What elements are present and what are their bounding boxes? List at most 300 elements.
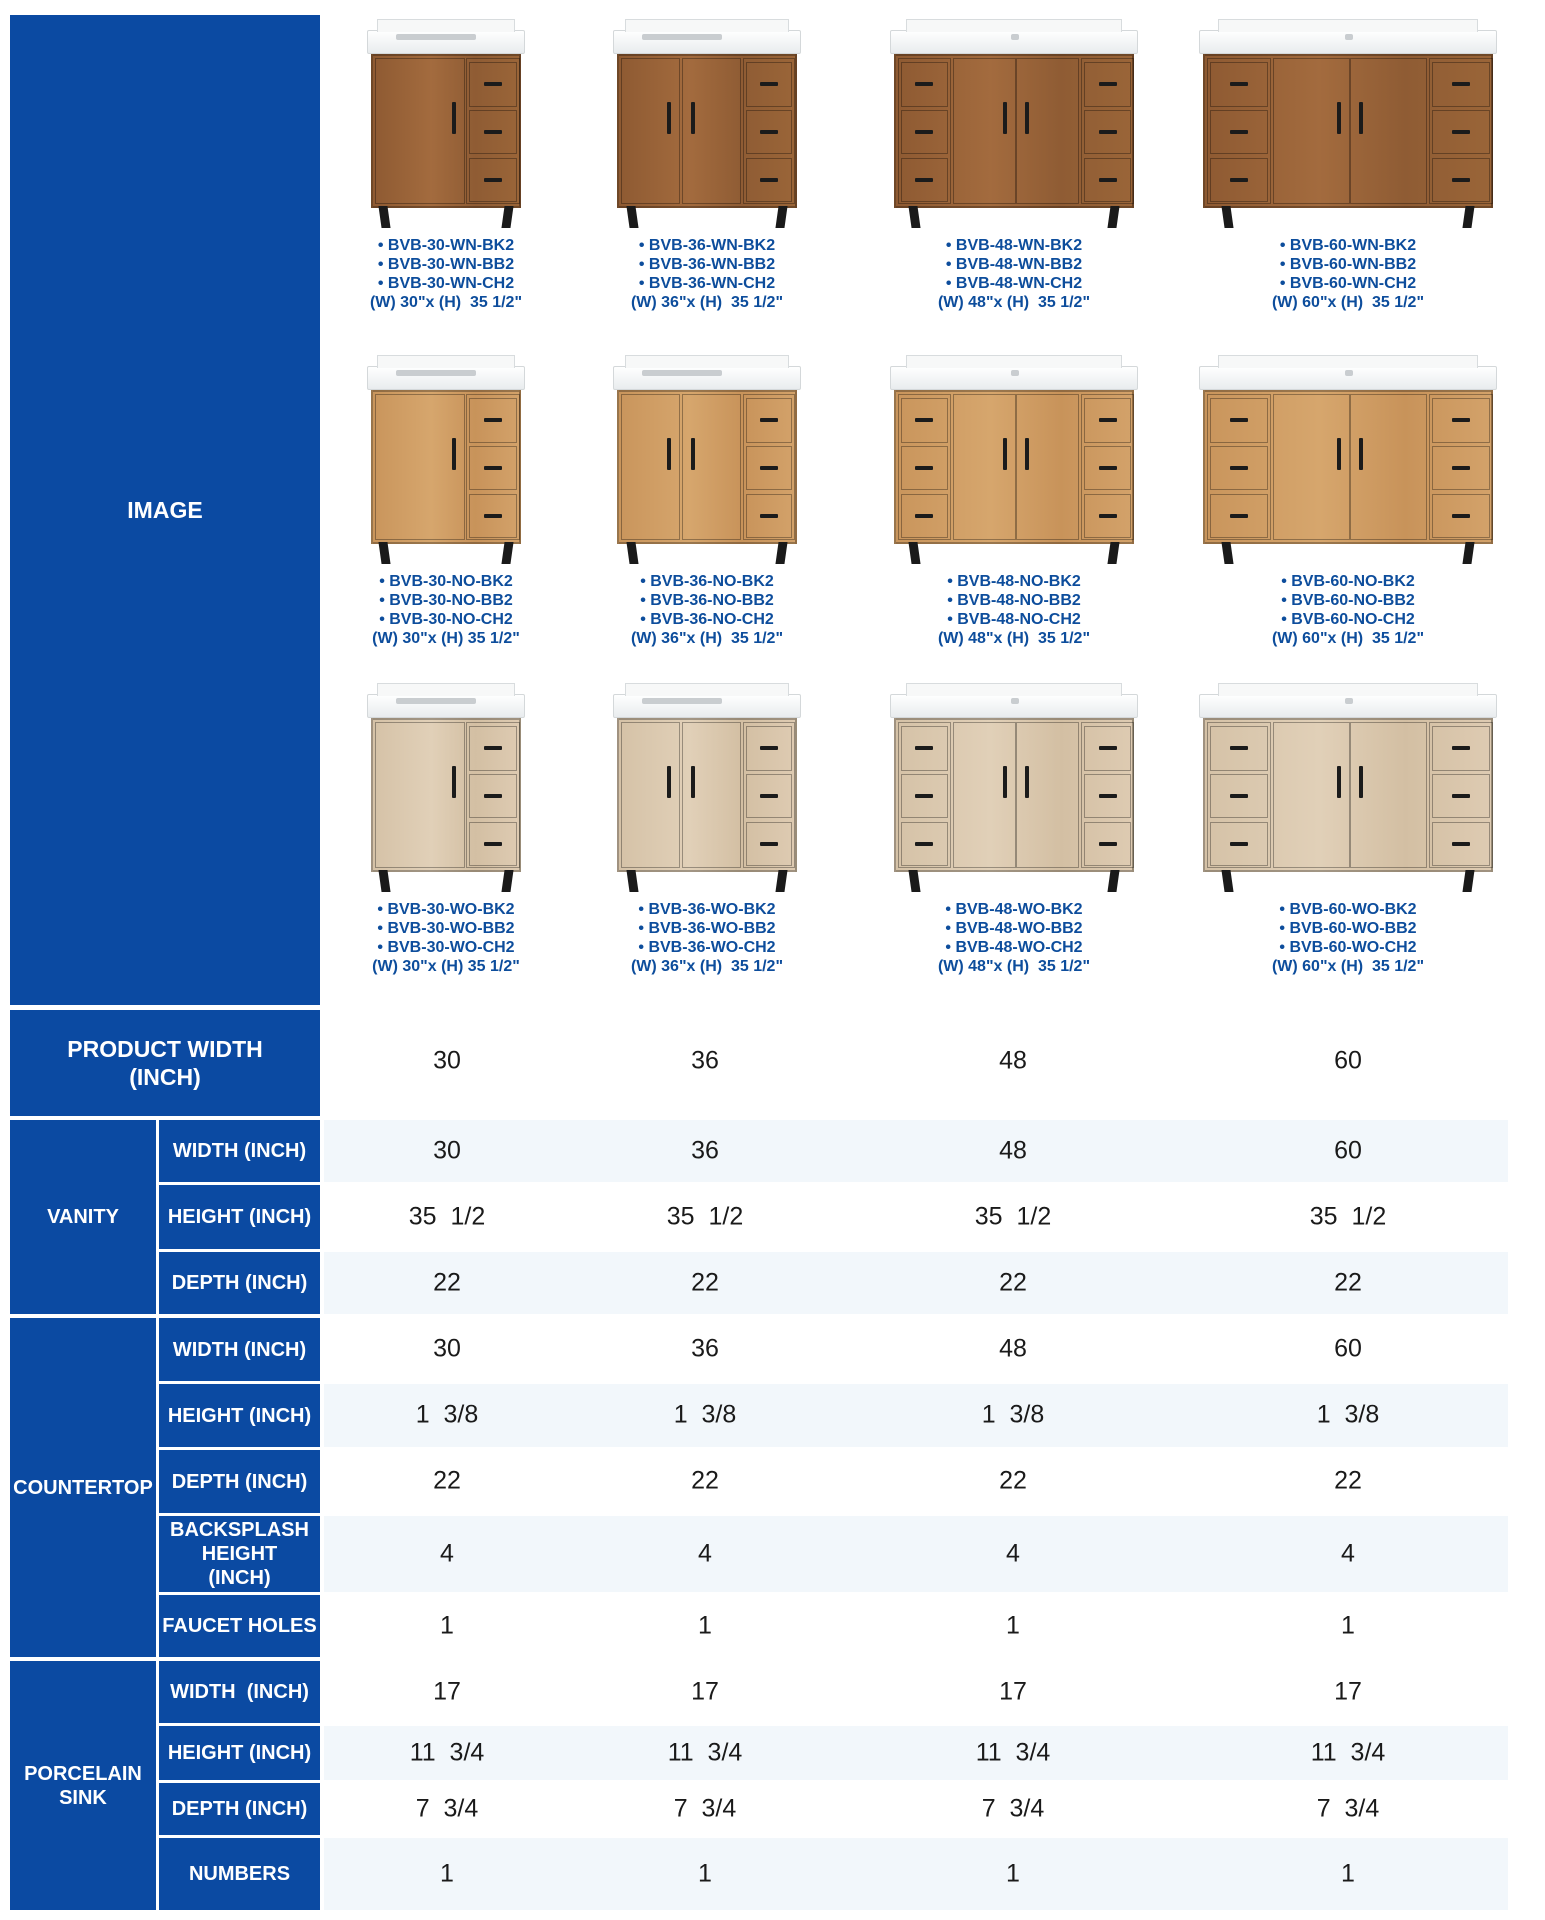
- sink-numbers-value: 1: [1341, 1859, 1355, 1888]
- door-handle-icon: [1003, 766, 1007, 798]
- cabinet-leg: [626, 206, 638, 228]
- drawer-pull-icon: [1099, 178, 1117, 182]
- door-handle-icon: [452, 102, 456, 134]
- cabinet-door: [1016, 394, 1079, 540]
- drawer-stack: [1429, 58, 1493, 204]
- product-code: • BVB-30-NO-BK2: [296, 572, 596, 591]
- drawer: [1432, 446, 1490, 491]
- sink-numbers-value: 1: [1006, 1859, 1020, 1888]
- countertop-width-header: [159, 1318, 320, 1381]
- product-code: • BVB-48-WN-BB2: [864, 255, 1164, 274]
- drawer: [901, 446, 948, 491]
- row-stripe: [324, 1252, 1508, 1314]
- cabinet-leg: [378, 542, 390, 564]
- drawer: [1084, 774, 1131, 819]
- drawer-pull-icon: [1230, 466, 1248, 470]
- product-dimensions: (W) 60"x (H) 35 1/2": [1271, 294, 1425, 311]
- vanity-image: [890, 366, 1138, 564]
- drawer-pull-icon: [1452, 82, 1470, 86]
- countertop-width-value: 36: [691, 1334, 719, 1363]
- drawer-pull-icon: [484, 746, 502, 750]
- drawer-stack: [466, 394, 520, 540]
- drawer-stack: [466, 58, 520, 204]
- product-codes: [296, 900, 596, 976]
- drawer: [901, 494, 948, 539]
- vanity-height-value: 35 1/2: [974, 1202, 1052, 1231]
- drawer-pull-icon: [915, 746, 933, 750]
- drawer-pull-icon: [1099, 82, 1117, 86]
- cabinet-door: [682, 394, 741, 540]
- drawer: [746, 158, 792, 203]
- sink-numbers-value: 1: [698, 1859, 712, 1888]
- faucet-holes-value: 1: [1341, 1611, 1355, 1640]
- drawer-pull-icon: [1099, 842, 1117, 846]
- cabinet-body: [617, 718, 797, 872]
- vanity-height-label: HEIGHT (INCH): [167, 1206, 312, 1228]
- product-width-value: 60: [1334, 1046, 1362, 1075]
- product-card: [296, 366, 596, 648]
- door-handle-icon: [1337, 102, 1341, 134]
- drawer: [1432, 110, 1490, 155]
- product-code: • BVB-60-NO-CH2: [1198, 610, 1498, 629]
- cabinet-leg: [378, 206, 390, 228]
- drawer-pull-icon: [1230, 842, 1248, 846]
- vanity-width-value: 30: [433, 1136, 461, 1165]
- product-card: [1198, 366, 1498, 648]
- drawer: [901, 110, 948, 155]
- sink-graphic: [396, 698, 476, 704]
- drawer-stack: [743, 58, 795, 204]
- cabinet-door: [621, 58, 680, 204]
- faucet-holes-value: 1: [698, 1611, 712, 1640]
- door-handle-icon: [1359, 766, 1363, 798]
- cabinet-body: [894, 390, 1134, 544]
- drawer: [901, 822, 948, 867]
- sink-graphic: [642, 370, 722, 376]
- drawer: [469, 822, 517, 867]
- drawer: [1432, 774, 1490, 819]
- porcelain-sink-group-header: [10, 1661, 156, 1910]
- drawer-pull-icon: [915, 794, 933, 798]
- product-card: [557, 366, 857, 648]
- product-card: [296, 30, 596, 312]
- sink-graphic: [642, 698, 722, 704]
- cabinet-door: [375, 394, 465, 540]
- sink-graphic: [1345, 698, 1353, 704]
- product-code: • BVB-60-WO-BK2: [1198, 900, 1498, 919]
- countertop-height-header: [159, 1384, 320, 1447]
- door-handle-icon: [1003, 438, 1007, 470]
- drawer-pull-icon: [1452, 178, 1470, 182]
- drawer-stack: [1081, 394, 1134, 540]
- cabinet-leg: [775, 206, 787, 228]
- drawer: [1432, 822, 1490, 867]
- countertop-height-value: 1 3/8: [1316, 1400, 1380, 1429]
- drawer: [901, 158, 948, 203]
- door-handle-icon: [452, 766, 456, 798]
- drawer: [469, 726, 517, 771]
- sink-depth-value: 7 3/4: [1316, 1794, 1380, 1823]
- drawer: [1432, 62, 1490, 107]
- sink-depth-value: 7 3/4: [673, 1794, 737, 1823]
- drawer: [746, 446, 792, 491]
- cabinet-door: [953, 58, 1016, 204]
- drawer-pull-icon: [915, 82, 933, 86]
- vanity-height-value: 35 1/2: [408, 1202, 486, 1231]
- faucet-holes-value: 1: [440, 1611, 454, 1640]
- cabinet-leg: [775, 542, 787, 564]
- faucet-holes-header: [159, 1595, 320, 1657]
- drawer-pull-icon: [915, 514, 933, 518]
- product-width-value: 48: [999, 1046, 1027, 1075]
- door-handle-icon: [667, 102, 671, 134]
- cabinet-leg: [1463, 542, 1475, 564]
- drawer-pull-icon: [915, 178, 933, 182]
- product-codes: [1198, 900, 1498, 976]
- cabinet-leg: [908, 542, 920, 564]
- product-code: • BVB-48-NO-CH2: [864, 610, 1164, 629]
- product-codes: [296, 236, 596, 312]
- product-code: • BVB-48-WN-BK2: [864, 236, 1164, 255]
- drawer-pull-icon: [1452, 842, 1470, 846]
- vanity-depth-header: [159, 1252, 320, 1314]
- drawer-stack: [743, 394, 795, 540]
- cabinet-leg: [775, 870, 787, 892]
- drawer: [469, 446, 517, 491]
- drawer-pull-icon: [1099, 794, 1117, 798]
- cabinet-door: [1273, 58, 1350, 204]
- countertop-width-value: 30: [433, 1334, 461, 1363]
- countertop-height-value: 1 3/8: [981, 1400, 1045, 1429]
- drawer-pull-icon: [760, 514, 778, 518]
- product-width-value: 30: [433, 1046, 461, 1075]
- vanity-image: [367, 694, 525, 892]
- countertop-height-label: HEIGHT (INCH): [167, 1404, 312, 1427]
- drawer-pull-icon: [484, 130, 502, 134]
- door-handle-icon: [691, 102, 695, 134]
- drawer-pull-icon: [915, 418, 933, 422]
- drawer: [469, 158, 517, 203]
- cabinet-body: [371, 54, 521, 208]
- cabinet-body: [894, 54, 1134, 208]
- product-codes: [1198, 236, 1498, 312]
- drawer-pull-icon: [1230, 130, 1248, 134]
- product-width-label-line2: (INCH): [129, 1064, 201, 1090]
- drawer-pull-icon: [1099, 466, 1117, 470]
- vanity-image: [1199, 366, 1497, 564]
- drawer-pull-icon: [1230, 746, 1248, 750]
- drawer-stack: [1429, 722, 1493, 868]
- vanity-height-header: [159, 1185, 320, 1249]
- cabinet-door: [953, 722, 1016, 868]
- drawer: [1210, 62, 1268, 107]
- cabinet-body: [617, 54, 797, 208]
- vanity-depth-value: 22: [1334, 1268, 1362, 1297]
- drawer: [1084, 446, 1131, 491]
- sink-height-value: 11 3/4: [975, 1738, 1051, 1767]
- vanity-width-header: [159, 1120, 320, 1182]
- product-dimensions: (W) 30"x (H) 35 1/2": [372, 958, 520, 975]
- sink-graphic: [1345, 34, 1353, 40]
- drawer-pull-icon: [1099, 514, 1117, 518]
- countertop-group-header: [10, 1318, 156, 1657]
- vanity-width-value: 60: [1334, 1136, 1362, 1165]
- drawer-stack: [1081, 58, 1134, 204]
- drawer: [1432, 726, 1490, 771]
- sink-width-value: 17: [433, 1677, 461, 1706]
- drawer: [469, 774, 517, 819]
- sink-depth-value: 7 3/4: [415, 1794, 479, 1823]
- cabinet-leg: [1221, 206, 1233, 228]
- sink-graphic: [396, 370, 476, 376]
- product-code: • BVB-48-WN-CH2: [864, 274, 1164, 293]
- drawer: [901, 774, 948, 819]
- cabinet-body: [894, 718, 1134, 872]
- drawer-pull-icon: [1099, 130, 1117, 134]
- drawer-pull-icon: [760, 418, 778, 422]
- product-codes: [557, 900, 857, 976]
- drawer: [1084, 726, 1131, 771]
- vanity-image: [890, 30, 1138, 228]
- drawer: [746, 822, 792, 867]
- drawer: [746, 398, 792, 443]
- drawer-pull-icon: [484, 466, 502, 470]
- image-header-label: IMAGE: [127, 497, 203, 523]
- cabinet-door: [1350, 722, 1427, 868]
- door-handle-icon: [691, 438, 695, 470]
- product-card: [557, 30, 857, 312]
- drawer: [746, 726, 792, 771]
- vanity-depth-value: 22: [433, 1268, 461, 1297]
- product-code: • BVB-36-NO-BB2: [557, 591, 857, 610]
- door-handle-icon: [452, 438, 456, 470]
- drawer-pull-icon: [760, 842, 778, 846]
- door-handle-icon: [1025, 438, 1029, 470]
- row-stripe: [324, 1516, 1508, 1592]
- vanity-depth-label: DEPTH (INCH): [171, 1272, 308, 1294]
- row-stripe: [324, 1120, 1508, 1182]
- countertop-graphic: [1199, 366, 1497, 390]
- cabinet-door: [375, 58, 465, 204]
- product-dimensions: (W) 48"x (H) 35 1/2": [937, 630, 1091, 647]
- drawer-pull-icon: [1452, 746, 1470, 750]
- cabinet-leg: [1463, 206, 1475, 228]
- cabinet-leg: [626, 870, 638, 892]
- drawer: [1210, 158, 1268, 203]
- sink-width-value: 17: [691, 1677, 719, 1706]
- drawer: [746, 62, 792, 107]
- countertop-depth-value: 22: [999, 1466, 1027, 1495]
- drawer-stack: [1429, 394, 1493, 540]
- countertop-graphic: [890, 30, 1138, 54]
- drawer-pull-icon: [760, 130, 778, 134]
- countertop-width-value: 60: [1334, 1334, 1362, 1363]
- countertop-graphic: [613, 366, 801, 390]
- vanity-image: [1199, 694, 1497, 892]
- door-handle-icon: [667, 438, 671, 470]
- product-code: • BVB-36-WO-BB2: [557, 919, 857, 938]
- vanity-height-value: 35 1/2: [666, 1202, 744, 1231]
- product-code: • BVB-30-WO-BB2: [296, 919, 596, 938]
- countertop-graphic: [1199, 30, 1497, 54]
- backsplash-height-header: [159, 1516, 320, 1592]
- drawer-pull-icon: [484, 842, 502, 846]
- countertop-graphic: [613, 30, 801, 54]
- product-codes: [557, 236, 857, 312]
- drawer-pull-icon: [1452, 514, 1470, 518]
- cabinet-body: [371, 718, 521, 872]
- drawer: [1084, 822, 1131, 867]
- product-codes: [557, 572, 857, 648]
- porcelain-sink-label-line1: PORCELAIN: [24, 1762, 142, 1785]
- product-codes: [864, 900, 1164, 976]
- drawer-pull-icon: [1230, 178, 1248, 182]
- cabinet-door: [621, 394, 680, 540]
- cabinet-leg: [502, 870, 514, 892]
- countertop-depth-header: [159, 1450, 320, 1513]
- product-code: • BVB-30-WN-CH2: [296, 274, 596, 293]
- countertop-depth-label: DEPTH (INCH): [171, 1470, 308, 1493]
- cabinet-leg: [1221, 542, 1233, 564]
- sink-width-value: 17: [1334, 1677, 1362, 1706]
- cabinet-leg: [1108, 870, 1120, 892]
- drawer: [1432, 398, 1490, 443]
- product-code: • BVB-36-NO-CH2: [557, 610, 857, 629]
- sink-graphic: [1345, 370, 1353, 376]
- drawer: [1084, 158, 1131, 203]
- vanity-image: [1199, 30, 1497, 228]
- backsplash-height-label: BACKSPLASH HEIGHT (INCH): [170, 1519, 309, 1589]
- drawer: [1084, 398, 1131, 443]
- vanity-image: [613, 30, 801, 228]
- sink-height-header: [159, 1726, 320, 1780]
- cabinet-leg: [626, 542, 638, 564]
- backsplash-height-value: 4: [1006, 1539, 1020, 1568]
- vanity-image: [367, 30, 525, 228]
- sink-depth-value: 7 3/4: [981, 1794, 1045, 1823]
- backsplash-height-value: 4: [1341, 1539, 1355, 1568]
- drawer-pull-icon: [1452, 130, 1470, 134]
- door-handle-icon: [1025, 102, 1029, 134]
- countertop-graphic: [890, 694, 1138, 718]
- product-code: • BVB-48-WO-BK2: [864, 900, 1164, 919]
- drawer: [1210, 494, 1268, 539]
- vanity-width-value: 48: [999, 1136, 1027, 1165]
- cabinet-body: [371, 390, 521, 544]
- drawer: [469, 398, 517, 443]
- cabinet-leg: [908, 206, 920, 228]
- product-dimensions: (W) 36"x (H) 35 1/2": [630, 294, 784, 311]
- product-code: • BVB-36-WO-CH2: [557, 938, 857, 957]
- drawer-pull-icon: [915, 130, 933, 134]
- backsplash-height-value: 4: [698, 1539, 712, 1568]
- vanity-image: [613, 366, 801, 564]
- product-code: • BVB-48-NO-BB2: [864, 591, 1164, 610]
- countertop-group-label: COUNTERTOP: [13, 1476, 153, 1499]
- product-code: • BVB-30-NO-CH2: [296, 610, 596, 629]
- product-code: • BVB-60-NO-BK2: [1198, 572, 1498, 591]
- countertop-graphic: [367, 694, 525, 718]
- drawer: [1210, 398, 1268, 443]
- countertop-width-value: 48: [999, 1334, 1027, 1363]
- countertop-height-value: 1 3/8: [415, 1400, 479, 1429]
- product-code: • BVB-36-WO-BK2: [557, 900, 857, 919]
- product-codes: [864, 572, 1164, 648]
- cabinet-leg: [378, 870, 390, 892]
- product-card: [864, 694, 1164, 976]
- drawer: [1210, 774, 1268, 819]
- door-handle-icon: [1337, 766, 1341, 798]
- drawer-pull-icon: [760, 466, 778, 470]
- countertop-graphic: [367, 366, 525, 390]
- drawer-stack: [1207, 394, 1271, 540]
- drawer: [1084, 62, 1131, 107]
- drawer-pull-icon: [484, 418, 502, 422]
- drawer-pull-icon: [760, 746, 778, 750]
- vanity-width-label: WIDTH (INCH): [172, 1140, 307, 1162]
- sink-depth-header: [159, 1783, 320, 1835]
- drawer-stack: [1081, 722, 1134, 868]
- drawer-pull-icon: [484, 794, 502, 798]
- countertop-width-label: WIDTH (INCH): [172, 1338, 307, 1361]
- vanity-depth-value: 22: [999, 1268, 1027, 1297]
- cabinet-leg: [1463, 870, 1475, 892]
- sink-numbers-header: [159, 1838, 320, 1910]
- cabinet-leg: [1108, 542, 1120, 564]
- drawer-pull-icon: [1230, 82, 1248, 86]
- drawer: [1210, 110, 1268, 155]
- countertop-depth-value: 22: [691, 1466, 719, 1495]
- drawer-stack: [1207, 722, 1271, 868]
- drawer-pull-icon: [1099, 746, 1117, 750]
- door-handle-icon: [1359, 102, 1363, 134]
- door-handle-icon: [1359, 438, 1363, 470]
- countertop-graphic: [1199, 694, 1497, 718]
- product-card: [864, 366, 1164, 648]
- product-code: • BVB-48-WO-CH2: [864, 938, 1164, 957]
- faucet-holes-value: 1: [1006, 1611, 1020, 1640]
- product-code: • BVB-36-NO-BK2: [557, 572, 857, 591]
- product-code: • BVB-30-WO-BK2: [296, 900, 596, 919]
- drawer-pull-icon: [915, 842, 933, 846]
- product-code: • BVB-60-WN-BB2: [1198, 255, 1498, 274]
- product-dimensions: (W) 60"x (H) 35 1/2": [1271, 958, 1425, 975]
- vanity-group-header: [10, 1120, 156, 1314]
- cabinet-body: [617, 390, 797, 544]
- sink-graphic: [1011, 698, 1019, 704]
- sink-width-value: 17: [999, 1677, 1027, 1706]
- product-dimensions: (W) 36"x (H) 35 1/2": [630, 630, 784, 647]
- product-code: • BVB-48-NO-BK2: [864, 572, 1164, 591]
- sink-height-value: 11 3/4: [1310, 1738, 1386, 1767]
- countertop-height-value: 1 3/8: [673, 1400, 737, 1429]
- drawer-pull-icon: [760, 82, 778, 86]
- product-dimensions: (W) 48"x (H) 35 1/2": [937, 958, 1091, 975]
- cabinet-body: [1203, 54, 1493, 208]
- drawer: [1084, 110, 1131, 155]
- faucet-holes-label: FAUCET HOLES: [162, 1615, 317, 1637]
- cabinet-leg: [1108, 206, 1120, 228]
- vanity-image: [890, 694, 1138, 892]
- vanity-image: [613, 694, 801, 892]
- sink-graphic: [1011, 370, 1019, 376]
- product-width-label-line1: PRODUCT WIDTH: [67, 1036, 263, 1062]
- drawer-pull-icon: [1452, 418, 1470, 422]
- sink-height-value: 11 3/4: [667, 1738, 743, 1767]
- drawer: [1210, 446, 1268, 491]
- drawer: [469, 110, 517, 155]
- vanity-image: [367, 366, 525, 564]
